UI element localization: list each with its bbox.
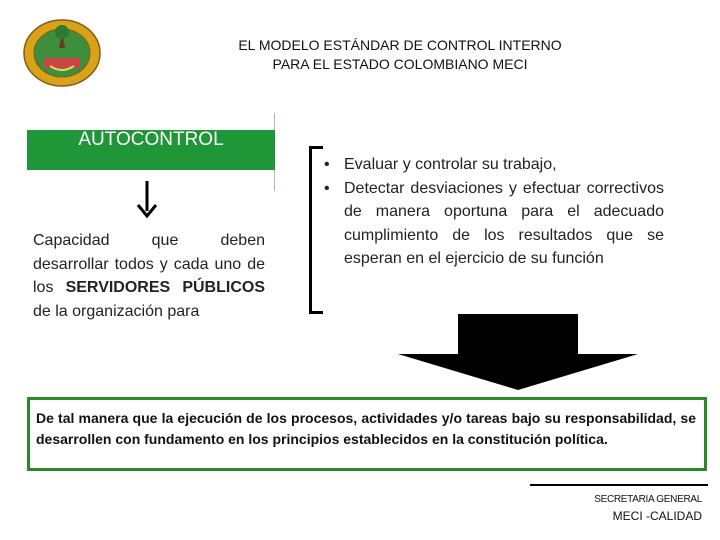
autocontrol-box (27, 130, 275, 170)
list-item (320, 153, 664, 177)
footer-department: SECRETARIA GENERAL (594, 494, 702, 505)
bullet-list (320, 153, 664, 271)
footer-divider (530, 484, 708, 486)
bullet-text: Evaluar y controlar su trabajo, (344, 156, 557, 173)
bullet-text: Detectar desviaciones y efectuar correctivos de manera oportuna para el adecuado cumplimiento de los resultados que se esperan en el ejercicio de su función (344, 179, 664, 267)
conclusion-box (27, 397, 707, 471)
big-down-arrow-icon (398, 314, 638, 390)
down-arrow-icon (135, 181, 159, 219)
title-line-2: PARA EL ESTADO COLOMBIANO MECI (272, 56, 528, 72)
capacidad-prefix: Capacidad que deben desarrollar todos y cada uno de los (33, 232, 265, 296)
seal-icon (22, 18, 102, 88)
list-item (320, 177, 664, 271)
conclusion-text: De tal manera que la ejecución de los procesos, actividades y/o tareas bajo su responsabilidad, se desarrollen con fundamento en los principios establecidos en la constitución política. (36, 410, 696, 447)
autocontrol-label: AUTOCONTROL (78, 129, 224, 150)
servidores-publicos: SERVIDORES PÚBLICOS (65, 279, 265, 296)
capacidad-suffix: de la organización para (33, 302, 200, 320)
bullet-icon: • (324, 156, 330, 173)
capacidad-text (33, 229, 265, 323)
footer-program: MECI -CALIDAD (612, 509, 702, 523)
title-line-1: EL MODELO ESTÁNDAR DE CONTROL INTERNO (238, 37, 562, 53)
page-title (160, 36, 640, 74)
bullet-icon: • (324, 179, 330, 197)
